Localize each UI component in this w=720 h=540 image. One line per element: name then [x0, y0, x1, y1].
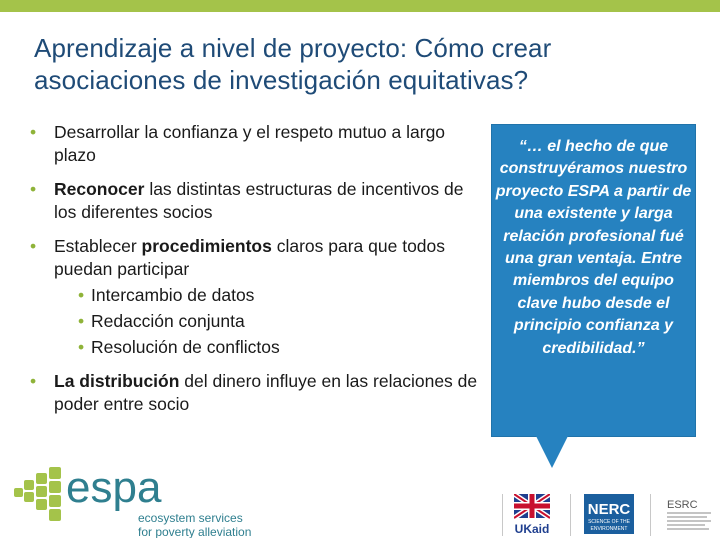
partner-logos	[500, 488, 720, 540]
top-accent-bar	[0, 0, 720, 12]
quote-text: “… el hecho de que construyéramos nuestro proyecto ESPA a partir de una existente y larga relación profesional fué una gran ventaja. Entre miembros del equipo clave hubo desde el principio confianza y credibilidad.”	[495, 138, 692, 357]
slide-title: Aprendizaje a nivel de proyecto: Cómo crear asociaciones de investigación equitativas?	[34, 33, 552, 95]
nerc-logo	[584, 494, 634, 534]
esrc-logo-lines	[667, 513, 711, 529]
espa-logo-line2: for poverty alleviation	[138, 525, 252, 538]
bullet-list	[30, 121, 480, 427]
bullet-bold-text: procedimientos	[141, 236, 272, 256]
bullet-dot: •	[78, 337, 85, 357]
bullet-dot: •	[30, 122, 37, 142]
bullet-bold-text: Reconocer	[54, 179, 145, 199]
bullet-text: Establecer	[54, 236, 142, 256]
bullet-text: Desarrollar la confianza y el respeto mutuo a largo plazo	[54, 122, 446, 165]
bullet-dot: •	[30, 179, 37, 199]
quote-callout-tail	[536, 436, 568, 468]
bullet-item	[30, 235, 480, 359]
sub-bullet-item	[54, 310, 480, 333]
espa-logo	[14, 462, 274, 538]
bullet-item	[30, 370, 480, 416]
espa-leaf-icon	[14, 467, 61, 521]
sub-bullet-text: Redacción conjunta	[91, 311, 245, 331]
bullet-text: las distintas estructuras de incentivos de los diferentes socios	[54, 179, 464, 222]
nerc-logo-sub1: SCIENCE OF THE	[588, 519, 630, 525]
logo-divider	[570, 494, 571, 536]
sub-bullet-item	[54, 336, 480, 359]
nerc-logo-sub2: ENVIRONMENT	[590, 526, 628, 532]
bullet-dot: •	[30, 236, 37, 256]
esrc-logo-text: ESRC	[667, 499, 698, 511]
bullet-text: del dinero influye en las relaciones de poder entre socio	[54, 371, 478, 414]
bullet-text: claros para que todos puedan participar	[54, 236, 446, 279]
ukaid-logo-text: UKaid	[514, 522, 550, 536]
esrc-logo	[663, 492, 715, 536]
logo-divider	[502, 494, 503, 536]
bullet-item	[30, 121, 480, 167]
union-flag-icon	[514, 494, 550, 518]
logo-divider	[650, 494, 651, 536]
bullet-bold-text: La distribución	[54, 371, 180, 391]
bullet-dot: •	[78, 311, 85, 331]
bullet-item	[30, 178, 480, 224]
sub-bullet-text: Intercambio de datos	[91, 285, 255, 305]
nerc-logo-text: NERC	[587, 501, 631, 518]
sub-bullet-item	[54, 284, 480, 307]
espa-logo-wordmark: espa	[66, 463, 162, 512]
bullet-dot: •	[30, 371, 37, 391]
ukaid-logo	[514, 494, 550, 538]
sub-bullet-text: Resolución de conflictos	[91, 337, 280, 357]
bullet-dot: •	[78, 285, 85, 305]
sub-bullet-list	[54, 284, 480, 359]
espa-logo-line1: ecosystem services	[138, 511, 243, 525]
